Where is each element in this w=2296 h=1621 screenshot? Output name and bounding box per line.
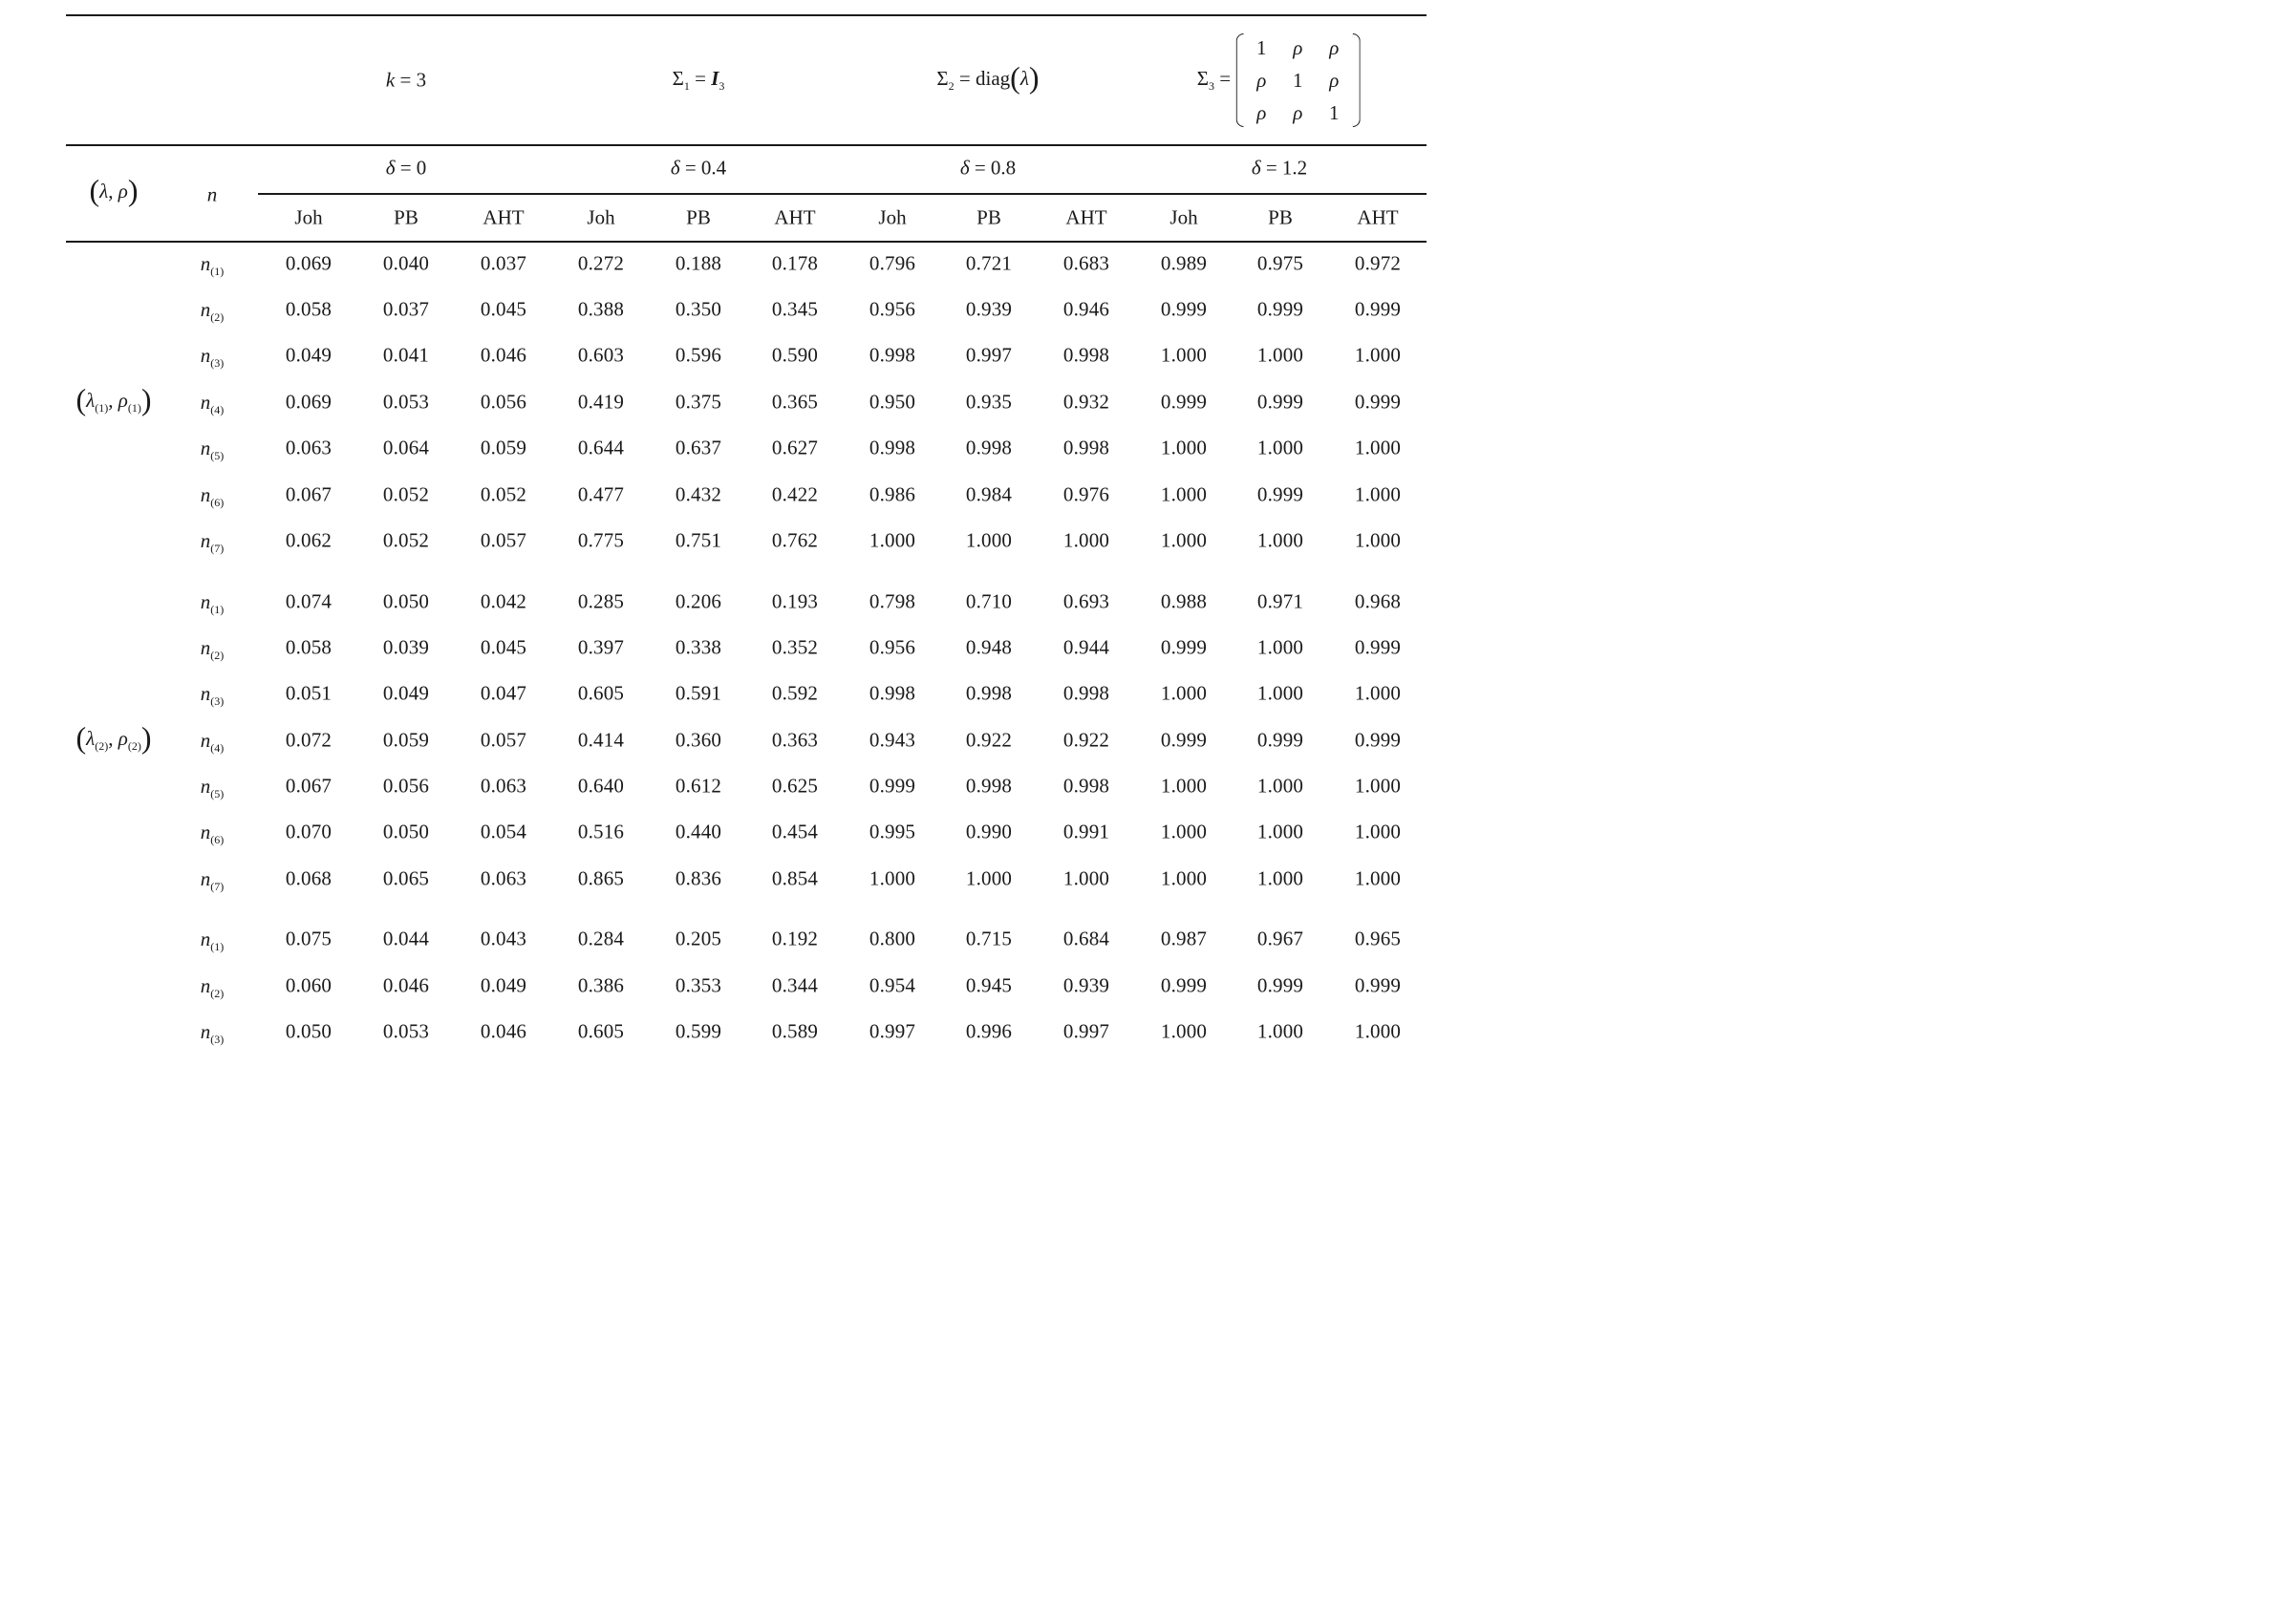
table-cell: 0.967: [1256, 927, 1304, 950]
method-header-joh: Joh: [878, 205, 907, 229]
table-cell: 0.589: [771, 1019, 819, 1043]
table-cell: 0.998: [965, 436, 1013, 459]
matrix-entry: ρ: [1293, 35, 1303, 59]
table-cell: 0.046: [382, 973, 430, 997]
table-cell: 0.599: [675, 1019, 722, 1043]
table-cell: 0.922: [965, 728, 1013, 752]
matrix-entry: ρ: [1256, 100, 1267, 124]
method-header-joh: Joh: [587, 205, 615, 229]
table-cell: 0.054: [480, 820, 527, 843]
table-cell: 0.999: [1256, 297, 1304, 321]
table-cell: 0.976: [1062, 482, 1110, 506]
table-cell: 1.000: [965, 528, 1013, 552]
table-cell: 1.000: [1062, 866, 1110, 890]
table-cell: 1.000: [1256, 820, 1304, 843]
table-top-rule: [66, 14, 1427, 16]
table-cell: 0.637: [675, 436, 722, 459]
row-n-label: $n_{(6)}$: [200, 483, 225, 509]
table-cell: 0.999: [1354, 728, 1402, 752]
table-cell: 0.998: [1062, 681, 1110, 705]
table-cell: 0.041: [382, 343, 430, 367]
table-cell: 0.998: [869, 343, 916, 367]
table-cell: 0.069: [285, 251, 333, 275]
table-cell: 0.999: [1354, 390, 1402, 414]
table-cell: 0.946: [1062, 297, 1110, 321]
n-header: n: [206, 182, 218, 206]
table-cell: 0.062: [285, 528, 333, 552]
row-n-label: $n_{(2)}$: [200, 298, 225, 324]
table-cell: 0.715: [965, 927, 1013, 950]
table-cell: 0.040: [382, 251, 430, 275]
table-cell: 0.627: [771, 436, 819, 459]
table-cell: 1.000: [1160, 774, 1208, 798]
table-cell: 0.059: [480, 436, 527, 459]
table-cell: 0.060: [285, 973, 333, 997]
table-cell: 0.206: [675, 589, 722, 613]
table-cell: 0.365: [771, 390, 819, 414]
table-cell: 0.625: [771, 774, 819, 798]
table-cell: 0.999: [869, 774, 916, 798]
delta-underline-rule: [258, 193, 1427, 195]
table-cell: 0.710: [965, 589, 1013, 613]
table-cell: 0.684: [1062, 927, 1110, 950]
table-cell: 0.059: [382, 728, 430, 752]
table-cell: 0.193: [771, 589, 819, 613]
row-n-label: $n_{(1)}$: [200, 590, 225, 616]
table-cell: 0.064: [382, 436, 430, 459]
table-cell: 0.050: [285, 1019, 333, 1043]
matrix-entry: ρ: [1329, 68, 1340, 92]
table-cell: 0.968: [1354, 589, 1402, 613]
table-cell: 0.388: [577, 297, 625, 321]
sigma2-label: $\Sigma_2$ = diag(λ): [936, 60, 1040, 95]
table-cell: 0.042: [480, 589, 527, 613]
table-cell: 0.052: [480, 482, 527, 506]
table-cell: 0.039: [382, 635, 430, 659]
table-cell: 0.999: [1160, 297, 1208, 321]
delta-header-0: δ = 0: [385, 156, 427, 180]
table-cell: 0.075: [285, 927, 333, 950]
table-cell: 1.000: [1354, 681, 1402, 705]
table-cell: 0.046: [480, 1019, 527, 1043]
table-cell: 0.798: [869, 589, 916, 613]
table-cell: 0.046: [480, 343, 527, 367]
method-header-aht: AHT: [1357, 205, 1399, 229]
table-cell: 0.935: [965, 390, 1013, 414]
table-cell: 1.000: [1256, 774, 1304, 798]
table-cell: 1.000: [1256, 681, 1304, 705]
table-cell: 0.939: [965, 297, 1013, 321]
method-header-joh: Joh: [294, 205, 323, 229]
row-n-label: $n_{(4)}$: [200, 729, 225, 755]
k-value: 3: [416, 68, 427, 92]
table-cell: 0.058: [285, 297, 333, 321]
table-cell: 0.998: [965, 774, 1013, 798]
table-cell: 0.363: [771, 728, 819, 752]
table-cell: 0.454: [771, 820, 819, 843]
delta-header-04: δ = 0.4: [670, 156, 727, 180]
table-cell: 0.996: [965, 1019, 1013, 1043]
row-n-label: $n_{(5)}$: [200, 775, 225, 800]
table-cell: 0.644: [577, 436, 625, 459]
row-n-label: $n_{(6)}$: [200, 821, 225, 846]
table-cell: 0.272: [577, 251, 625, 275]
table-cell: 0.049: [285, 343, 333, 367]
table-cell: 0.612: [675, 774, 722, 798]
table-cell: 1.000: [1354, 436, 1402, 459]
table-cell: 0.999: [1354, 635, 1402, 659]
table-cell: 1.000: [1354, 820, 1402, 843]
table-cell: 0.440: [675, 820, 722, 843]
matrix-entry: 1: [1293, 68, 1303, 92]
table-cell: 0.998: [1062, 436, 1110, 459]
table-cell: 0.999: [1256, 973, 1304, 997]
table-cell: 0.999: [1256, 390, 1304, 414]
table-cell: 1.000: [1160, 482, 1208, 506]
table-cell: 0.063: [480, 866, 527, 890]
table-cell: 0.975: [1256, 251, 1304, 275]
table-cell: 0.049: [480, 973, 527, 997]
table-cell: 0.683: [1062, 251, 1110, 275]
table-cell: 0.948: [965, 635, 1013, 659]
table-cell: 0.640: [577, 774, 625, 798]
table-cell: 0.721: [965, 251, 1013, 275]
table-cell: 0.965: [1354, 927, 1402, 950]
table-cell: 0.178: [771, 251, 819, 275]
table-cell: 0.596: [675, 343, 722, 367]
table-cell: 0.051: [285, 681, 333, 705]
table-cell: 0.986: [869, 482, 916, 506]
table-cell: 0.375: [675, 390, 722, 414]
table-cell: 0.386: [577, 973, 625, 997]
table-cell: 0.956: [869, 297, 916, 321]
header-separator-rule: [66, 144, 1427, 146]
table-cell: 0.070: [285, 820, 333, 843]
method-header-pb: PB: [976, 205, 1001, 229]
table-cell: 0.999: [1160, 973, 1208, 997]
table-cell: 0.045: [480, 297, 527, 321]
table-cell: 0.044: [382, 927, 430, 950]
table-cell: 0.422: [771, 482, 819, 506]
table-cell: 0.854: [771, 866, 819, 890]
table-cell: 0.775: [577, 528, 625, 552]
method-header-pb: PB: [686, 205, 711, 229]
table-cell: 1.000: [1062, 528, 1110, 552]
table-cell: 0.939: [1062, 973, 1110, 997]
table-cell: 0.063: [480, 774, 527, 798]
table-cell: 0.997: [869, 1019, 916, 1043]
table-cell: 0.056: [480, 390, 527, 414]
table-cell: 0.345: [771, 297, 819, 321]
table-cell: 0.999: [1256, 482, 1304, 506]
table-cell: 1.000: [1354, 866, 1402, 890]
table-cell: 0.998: [1062, 343, 1110, 367]
table-cell: 0.285: [577, 589, 625, 613]
table-cell: 0.865: [577, 866, 625, 890]
row-n-label: $n_{(3)}$: [200, 682, 225, 708]
method-header-pb: PB: [394, 205, 418, 229]
group-label-2: ($\lambda_{(2)}$, $\rho_{(2)}$): [75, 720, 152, 755]
table-cell: 0.989: [1160, 251, 1208, 275]
table-cell: 0.605: [577, 681, 625, 705]
row-n-label: $n_{(1)}$: [200, 252, 225, 278]
table-cell: 0.800: [869, 927, 916, 950]
table-cell: 0.188: [675, 251, 722, 275]
table-cell: 0.945: [965, 973, 1013, 997]
table-cell: 1.000: [965, 866, 1013, 890]
table-cell: 0.414: [577, 728, 625, 752]
table-cell: 0.192: [771, 927, 819, 950]
table-cell: 0.432: [675, 482, 722, 506]
method-header-joh: Joh: [1169, 205, 1198, 229]
table-cell: 0.984: [965, 482, 1013, 506]
table-cell: 0.050: [382, 589, 430, 613]
sigma3-label: $\Sigma_3$ = 1 ρ ρ ρ 1 ρ ρ ρ 1: [1197, 32, 1361, 129]
method-header-pb: PB: [1268, 205, 1293, 229]
table-cell: 0.477: [577, 482, 625, 506]
table-cell: 0.990: [965, 820, 1013, 843]
matrix-entry: ρ: [1329, 35, 1340, 59]
row-n-label: $n_{(7)}$: [200, 867, 225, 893]
row-n-label: $n_{(2)}$: [200, 974, 225, 1000]
table-cell: 0.067: [285, 774, 333, 798]
table-cell: 0.932: [1062, 390, 1110, 414]
method-header-aht: AHT: [483, 205, 525, 229]
row-n-label: $n_{(7)}$: [200, 529, 225, 555]
table-cell: 0.922: [1062, 728, 1110, 752]
table-cell: 0.056: [382, 774, 430, 798]
table-cell: 0.058: [285, 635, 333, 659]
table-cell: 0.284: [577, 927, 625, 950]
method-header-aht: AHT: [1065, 205, 1107, 229]
table-cell: 0.049: [382, 681, 430, 705]
table-cell: 0.991: [1062, 820, 1110, 843]
table-cell: 0.998: [1062, 774, 1110, 798]
table-cell: 0.072: [285, 728, 333, 752]
table-cell: 1.000: [869, 866, 916, 890]
table-cell: 0.605: [577, 1019, 625, 1043]
table-cell: 0.987: [1160, 927, 1208, 950]
table-cell: 1.000: [1160, 820, 1208, 843]
column-header-bottom-rule: [66, 241, 1427, 243]
table-cell: 0.397: [577, 635, 625, 659]
table-cell: 1.000: [1354, 1019, 1402, 1043]
delta-header-08: δ = 0.8: [959, 156, 1017, 180]
table-cell: 1.000: [1354, 482, 1402, 506]
row-n-label: $n_{(1)}$: [200, 928, 225, 953]
table-cell: 0.999: [1256, 728, 1304, 752]
table-cell: 0.999: [1354, 973, 1402, 997]
table-cell: 0.360: [675, 728, 722, 752]
table-cell: 1.000: [1256, 528, 1304, 552]
table-cell: 0.205: [675, 927, 722, 950]
table-cell: 0.956: [869, 635, 916, 659]
table-cell: 0.047: [480, 681, 527, 705]
table-cell: 0.037: [382, 297, 430, 321]
table-cell: 0.796: [869, 251, 916, 275]
table-cell: 0.074: [285, 589, 333, 613]
table-cell: 0.052: [382, 528, 430, 552]
row-n-label: $n_{(3)}$: [200, 344, 225, 370]
table-cell: 0.338: [675, 635, 722, 659]
table-cell: 0.516: [577, 820, 625, 843]
table-cell: 1.000: [1160, 528, 1208, 552]
table-cell: 0.045: [480, 635, 527, 659]
k-equals-label: k = 3: [385, 68, 427, 92]
table-cell: 0.971: [1256, 589, 1304, 613]
table-cell: 0.050: [382, 820, 430, 843]
table-cell: 0.999: [1160, 635, 1208, 659]
table-cell: 1.000: [1160, 681, 1208, 705]
matrix-entry: ρ: [1293, 100, 1303, 124]
row-n-label: $n_{(3)}$: [200, 1020, 225, 1046]
table-cell: 0.057: [480, 528, 527, 552]
table-cell: 1.000: [1354, 528, 1402, 552]
table-cell: 1.000: [1256, 1019, 1304, 1043]
table-cell: 0.693: [1062, 589, 1110, 613]
table-cell: 1.000: [1256, 436, 1304, 459]
table-cell: 0.944: [1062, 635, 1110, 659]
method-header-aht: AHT: [774, 205, 816, 229]
matrix-entry: 1: [1329, 100, 1340, 124]
table-cell: 0.999: [1354, 297, 1402, 321]
sigma3-matrix: [1235, 32, 1360, 129]
table-cell: 1.000: [1160, 1019, 1208, 1043]
table-cell: 1.000: [1160, 866, 1208, 890]
table-cell: 0.954: [869, 973, 916, 997]
table-cell: 0.762: [771, 528, 819, 552]
row-n-label: $n_{(5)}$: [200, 437, 225, 462]
table-cell: 0.043: [480, 927, 527, 950]
table-cell: 0.063: [285, 436, 333, 459]
table-cell: 0.995: [869, 820, 916, 843]
matrix-entry: 1: [1256, 35, 1267, 59]
table-cell: 0.999: [1160, 390, 1208, 414]
table-cell: 0.057: [480, 728, 527, 752]
matrix-entry: ρ: [1256, 68, 1267, 92]
table-cell: 0.592: [771, 681, 819, 705]
table-cell: 0.065: [382, 866, 430, 890]
table-cell: 0.069: [285, 390, 333, 414]
delta-header-12: δ = 1.2: [1251, 156, 1308, 180]
table-cell: 0.590: [771, 343, 819, 367]
table-cell: 0.988: [1160, 589, 1208, 613]
table-cell: 0.067: [285, 482, 333, 506]
table-cell: 0.419: [577, 390, 625, 414]
row-n-label: $n_{(2)}$: [200, 636, 225, 662]
table-cell: 1.000: [1256, 866, 1304, 890]
table-cell: 0.998: [965, 681, 1013, 705]
table-cell: 0.350: [675, 297, 722, 321]
table-cell: 1.000: [1256, 343, 1304, 367]
table-cell: 0.836: [675, 866, 722, 890]
table-cell: 0.943: [869, 728, 916, 752]
table-cell: 0.053: [382, 1019, 430, 1043]
table-cell: 0.052: [382, 482, 430, 506]
table-cell: 0.997: [1062, 1019, 1110, 1043]
group-label-1: ($\lambda_{(1)}$, $\rho_{(1)}$): [75, 382, 152, 416]
results-table: [0, 0, 1484, 1048]
table-cell: 0.037: [480, 251, 527, 275]
table-cell: 0.972: [1354, 251, 1402, 275]
table-cell: 1.000: [1354, 343, 1402, 367]
table-cell: 0.591: [675, 681, 722, 705]
sigma1-label: $\Sigma_1 = I_3$: [672, 67, 725, 93]
table-cell: 0.603: [577, 343, 625, 367]
table-cell: 0.950: [869, 390, 916, 414]
table-cell: 0.999: [1160, 728, 1208, 752]
table-cell: 1.000: [869, 528, 916, 552]
table-cell: 0.344: [771, 973, 819, 997]
table-cell: 0.053: [382, 390, 430, 414]
table-cell: 1.000: [1160, 436, 1208, 459]
table-cell: 1.000: [1256, 635, 1304, 659]
row-n-label: $n_{(4)}$: [200, 391, 225, 416]
table-cell: 0.998: [869, 436, 916, 459]
table-cell: 0.997: [965, 343, 1013, 367]
table-cell: 0.353: [675, 973, 722, 997]
lambda-rho-header: (λ, ρ): [89, 173, 139, 207]
table-cell: 0.998: [869, 681, 916, 705]
table-cell: 1.000: [1160, 343, 1208, 367]
table-cell: 1.000: [1354, 774, 1402, 798]
table-cell: 0.751: [675, 528, 722, 552]
table-cell: 0.068: [285, 866, 333, 890]
table-cell: 0.352: [771, 635, 819, 659]
